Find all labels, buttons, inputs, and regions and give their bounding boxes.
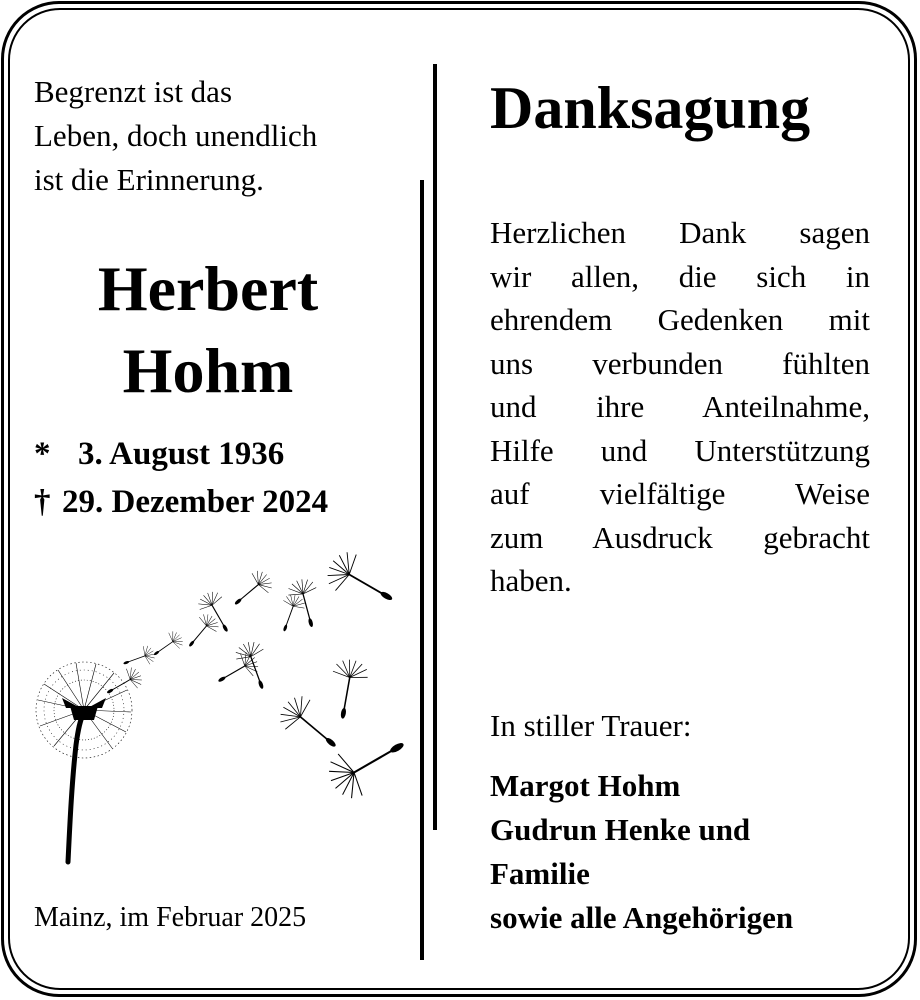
birth-star-icon: * bbox=[34, 436, 51, 472]
first-name: Herbert bbox=[97, 253, 319, 324]
death-row bbox=[34, 478, 328, 526]
thanks-line: zum Ausdruck gebracht bbox=[490, 519, 870, 555]
motto-text: Begrenzt ist das Leben, doch unendlich ist die Erinnerung. bbox=[34, 74, 318, 197]
thanks-line: haben. bbox=[490, 563, 572, 598]
birth-date: 3. August 1936 bbox=[78, 436, 285, 472]
dandelion-icon bbox=[28, 530, 408, 870]
death-cross-icon: † bbox=[34, 484, 51, 520]
mourner-name: sowie alle Angehörigen bbox=[490, 900, 794, 935]
birth-row bbox=[34, 430, 328, 478]
thanks-line: ehrendem Gedenken mit bbox=[490, 302, 870, 337]
mourner-name: Familie bbox=[490, 856, 590, 891]
thanks-paragraph bbox=[490, 211, 870, 603]
thanks-line: Herzlichen Dank sagen bbox=[490, 215, 870, 250]
heading-danksagung: Danksagung bbox=[490, 75, 811, 141]
last-name: Hohm bbox=[122, 335, 294, 406]
thanks-line: wir allen, die sich in bbox=[490, 258, 870, 294]
mourning-intro: In stiller Trauer: bbox=[490, 708, 692, 743]
vertical-divider-left bbox=[420, 180, 424, 960]
thanks-line: und ihre Anteilnahme, bbox=[490, 389, 870, 424]
mourners-list bbox=[490, 764, 793, 940]
mourner-name: Margot Hohm bbox=[490, 768, 681, 803]
place-and-date: Mainz, im Februar 2025 bbox=[34, 902, 307, 933]
thanks-line: uns verbunden fühlten bbox=[490, 345, 870, 381]
life-dates bbox=[34, 430, 328, 526]
death-date: 29. Dezember 2024 bbox=[62, 484, 329, 520]
deceased-name bbox=[30, 248, 386, 412]
mourner-name: Gudrun Henke und bbox=[490, 812, 751, 847]
thanks-line: auf vielfältige Weise bbox=[490, 476, 870, 511]
vertical-divider-right bbox=[433, 64, 437, 830]
thanks-line: Hilfe und Unterstützung bbox=[490, 432, 870, 468]
